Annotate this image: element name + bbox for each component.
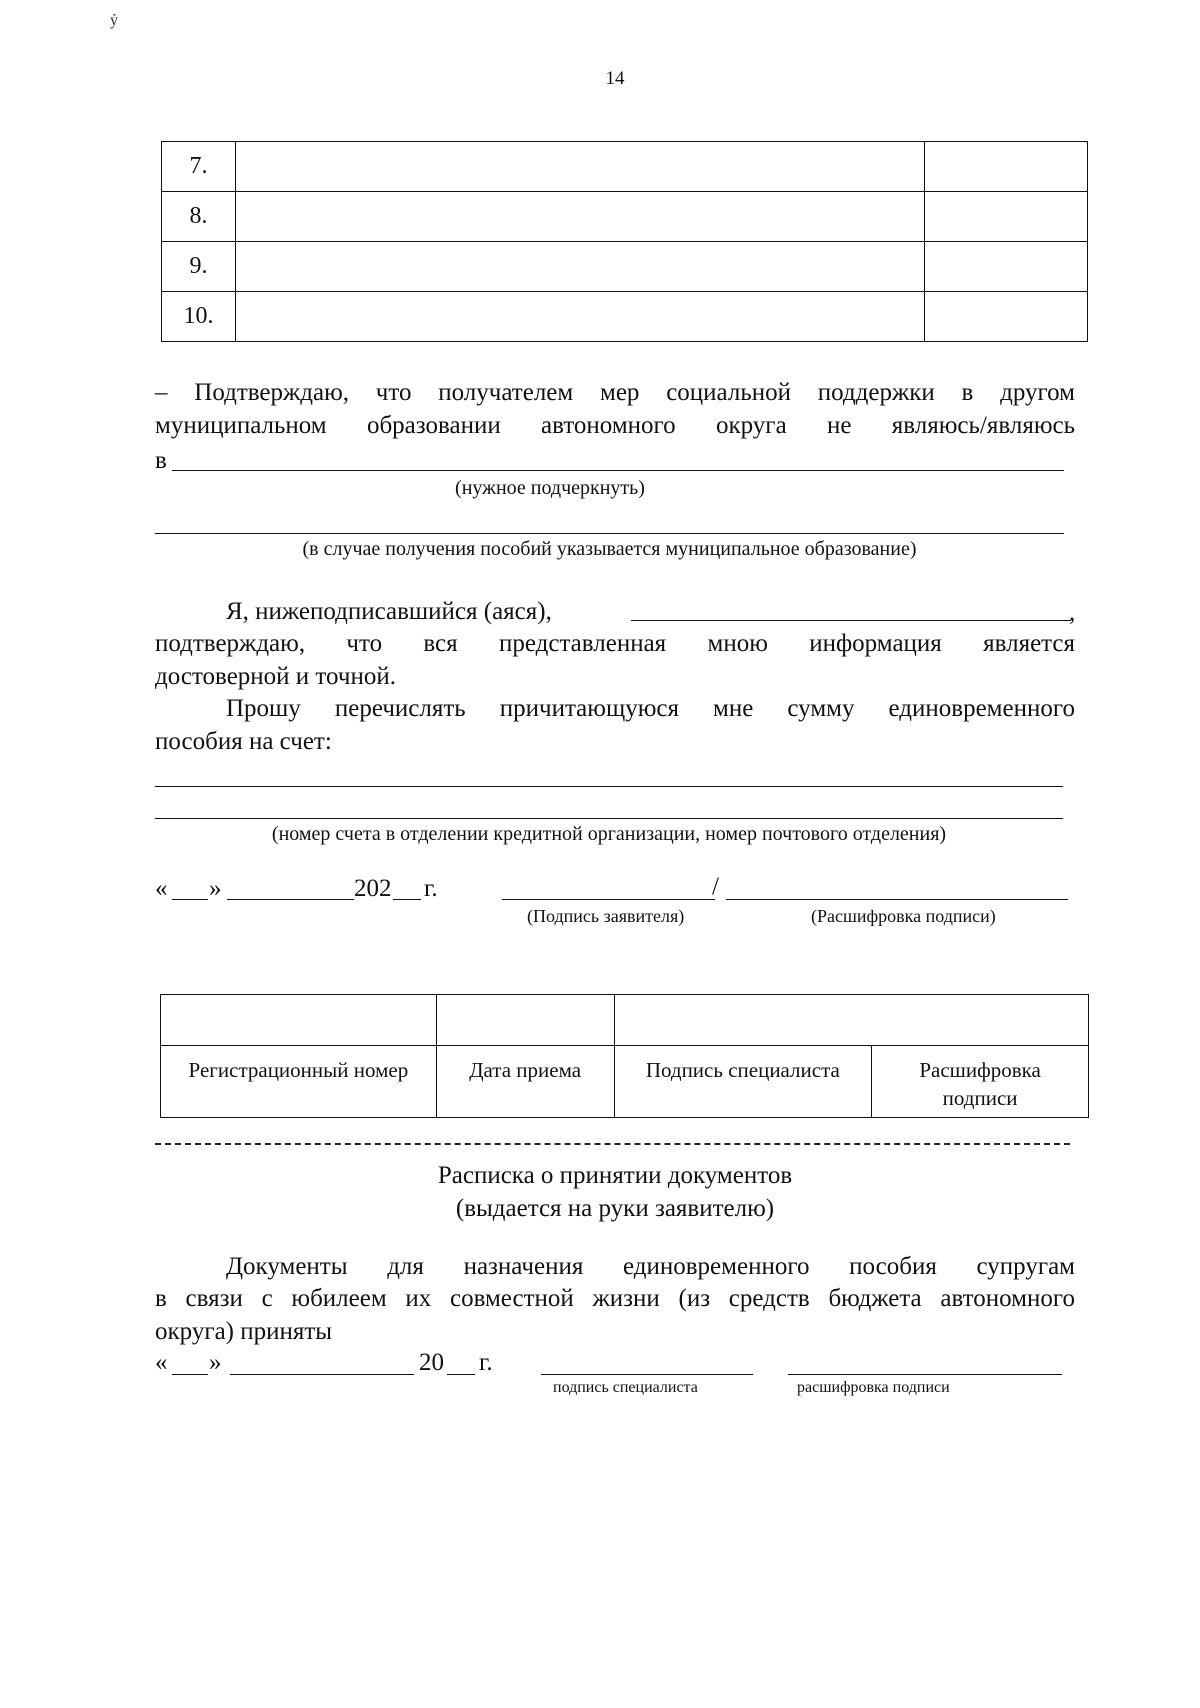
- table-cell: [925, 292, 1088, 342]
- table-row: [162, 292, 1088, 342]
- row-number: 8.: [162, 192, 236, 242]
- table-cell: [614, 995, 1089, 1046]
- receipt-title: Расписка о принятии документов: [437, 1162, 793, 1189]
- account-hint: (номер счета в отделении кредитной организации, номер почтового отделения): [271, 823, 947, 845]
- confirmation-line-1: – Подтверждаю, что получателем мер социальной поддержки в другом: [155, 379, 1075, 406]
- request-line-2: пособия на счет:: [155, 728, 332, 755]
- receipt-text-line-3: округа) приняты: [155, 1318, 333, 1345]
- receipt-decoding-blank: [788, 1374, 1062, 1375]
- receipt-year-suffix: г.: [479, 1349, 493, 1376]
- date-open-quote: «: [155, 875, 168, 902]
- receipt-text-line-1: Документы для назначения единовременного пособия супругам: [226, 1253, 1075, 1280]
- table-row: [161, 995, 1089, 1046]
- day-blank: [172, 899, 208, 900]
- scan-mark: ỷ: [110, 12, 118, 29]
- table-row: [161, 1046, 1089, 1118]
- municipality-name-blank: [155, 533, 1064, 534]
- cut-line: [155, 1143, 1070, 1145]
- header-signature-decoding: [872, 1046, 1089, 1118]
- table-cell: [925, 242, 1088, 292]
- date-close-quote: »: [209, 875, 222, 902]
- signature-slash: /: [712, 873, 719, 900]
- table-cell: [161, 995, 437, 1046]
- table-cell: [236, 142, 925, 192]
- table-cell: [925, 142, 1088, 192]
- receipt-close-quote: »: [209, 1349, 222, 1376]
- receipt-decoding-label: расшифровка подписи: [797, 1379, 950, 1396]
- year-prefix: 202: [354, 875, 392, 902]
- signature-decoding-label: (Расшифровка подписи): [811, 906, 996, 926]
- row-number: 10.: [162, 292, 236, 342]
- year-suffix: г.: [424, 875, 438, 902]
- account-blank-1: [155, 786, 1063, 787]
- registration-table: [160, 994, 1089, 1118]
- confirmation-line-2: муниципальном образовании автономного округа не являюсь/являюсь: [155, 412, 1075, 439]
- month-blank: [227, 899, 354, 900]
- header-reception-date: Дата приема: [436, 1046, 614, 1118]
- request-line-1: Прошу перечислять причитающуюся мне сумму единовременного: [226, 695, 1075, 722]
- header-specialist-signature: Подпись специалиста: [614, 1046, 872, 1118]
- hint-underline: (нужное подчеркнуть): [455, 477, 645, 499]
- name-blank: [631, 620, 1071, 621]
- receipt-year-blank: [447, 1374, 475, 1375]
- receipt-text-line-2: в связи с юбилеем их совместной жизни (из средств бюджета автономного: [155, 1285, 1075, 1312]
- table-cell: [236, 192, 925, 242]
- receipt-open-quote: «: [155, 1349, 168, 1376]
- receipt-year-prefix: 20: [419, 1349, 444, 1376]
- declaration-comma: ,: [1069, 599, 1076, 626]
- declaration-line-3: достоверной и точной.: [155, 663, 396, 690]
- applicant-signature-label: (Подпись заявителя): [527, 906, 685, 926]
- year-blank: [393, 899, 421, 900]
- table-cell: [236, 292, 925, 342]
- table-row: [162, 192, 1088, 242]
- signature-decoding-blank: [726, 899, 1068, 900]
- table-row: [162, 242, 1088, 292]
- table-cell: [236, 242, 925, 292]
- table-cell: [925, 192, 1088, 242]
- receipt-month-blank: [230, 1374, 414, 1375]
- receipt-day-blank: [172, 1374, 208, 1375]
- hint-municipality: (в случае получения пособий указывается муниципальное образование): [302, 538, 917, 560]
- row-number: 9.: [162, 242, 236, 292]
- header-signature-decoding-line-2: подписи: [942, 1086, 1018, 1110]
- account-blank-2: [155, 818, 1063, 819]
- municipality-blank: [172, 470, 1064, 471]
- header-signature-decoding-line-1: Расшифровка: [919, 1058, 1041, 1082]
- row-number: 7.: [162, 142, 236, 192]
- receipt-signature-blank: [541, 1374, 753, 1375]
- header-registration-number: Регистрационный номер: [161, 1046, 437, 1118]
- table-row: [162, 142, 1088, 192]
- confirmation-line-3-prefix: в: [155, 447, 167, 474]
- signature-blank: [502, 899, 715, 900]
- receipt-subtitle: (выдается на руки заявителю): [455, 1195, 775, 1222]
- continuation-table: [161, 141, 1088, 342]
- declaration-line-2: подтверждаю, что вся представленная мною информация является: [155, 630, 1075, 657]
- page-number: 14: [605, 68, 625, 89]
- declaration-line-1: Я, нижеподписавшийся (аяся),: [226, 598, 552, 625]
- table-cell: [436, 995, 614, 1046]
- specialist-signature-label: подпись специалиста: [553, 1379, 698, 1396]
